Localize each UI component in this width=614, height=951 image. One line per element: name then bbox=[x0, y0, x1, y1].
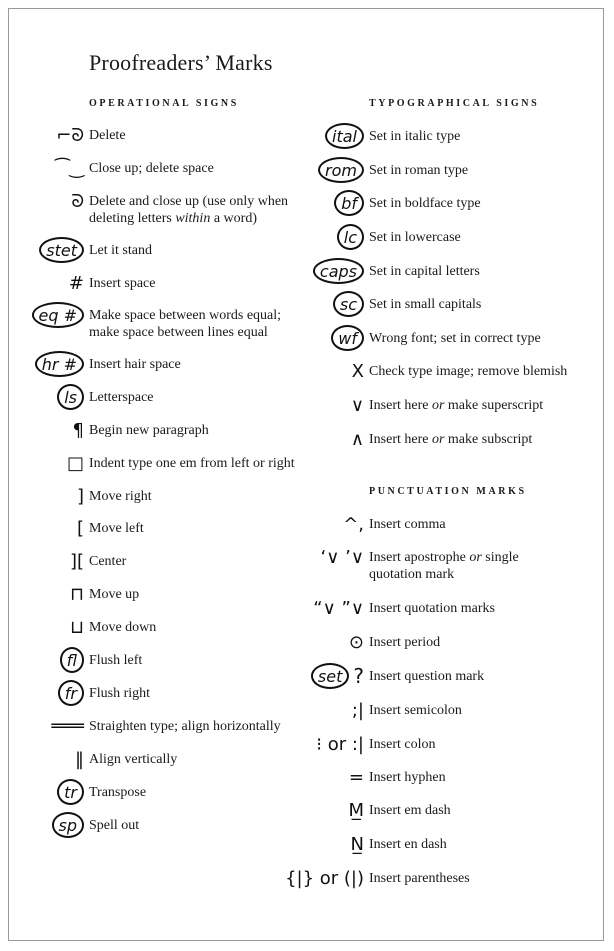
mark-description bbox=[369, 668, 484, 685]
colon-mark-icon bbox=[316, 729, 364, 759]
mark-symbol-text: ⌐ᘐ bbox=[56, 124, 84, 146]
description-part: or bbox=[431, 432, 445, 447]
description-part: quotation mark bbox=[369, 567, 455, 582]
description-part: Move down bbox=[89, 620, 157, 635]
mark-description bbox=[89, 586, 139, 603]
description-part: Flush right bbox=[89, 686, 151, 701]
mark-description bbox=[369, 330, 541, 347]
comma-mark-icon bbox=[343, 509, 364, 539]
mark-symbol-text: tr bbox=[57, 779, 84, 805]
letterspace-mark-icon bbox=[57, 382, 84, 412]
small-caps-mark-icon bbox=[333, 289, 364, 319]
mark-description bbox=[89, 784, 146, 801]
description-part: Set in small capitals bbox=[369, 297, 482, 312]
mark-description bbox=[369, 431, 532, 448]
heading-operational-signs: OPERATIONAL SIGNS bbox=[89, 98, 239, 109]
mark-description bbox=[369, 836, 447, 853]
heading-typographical-signs: TYPOGRAPHICAL SIGNS bbox=[369, 98, 540, 109]
description-part: Spell out bbox=[89, 818, 140, 833]
mark-symbol-text: ⊓ bbox=[69, 583, 84, 605]
description-part: Set in lowercase bbox=[369, 230, 461, 245]
equal-space-mark-icon bbox=[32, 300, 85, 330]
description-part: or bbox=[469, 550, 482, 565]
mark-symbol-suffix: ? bbox=[353, 664, 364, 688]
mark-description bbox=[89, 488, 152, 505]
hair-space-mark-icon bbox=[35, 349, 84, 379]
mark-description bbox=[89, 652, 142, 669]
description-part: Insert here bbox=[369, 398, 432, 413]
flush-left-mark-icon bbox=[60, 645, 84, 675]
mark-description bbox=[369, 195, 481, 212]
description-part: Insert colon bbox=[369, 737, 436, 752]
quotation-mark-icon bbox=[313, 593, 364, 623]
mark-description bbox=[369, 128, 460, 145]
mark-symbol-text: = bbox=[348, 766, 364, 788]
mark-symbol-text: sp bbox=[52, 812, 85, 838]
description-part: Flush left bbox=[89, 653, 143, 668]
italic-mark-icon bbox=[325, 121, 364, 151]
description-part: a word) bbox=[210, 211, 257, 226]
mark-description bbox=[89, 127, 126, 144]
description-part: Center bbox=[89, 554, 127, 569]
mark-symbol-text: {|} or (|) bbox=[285, 867, 364, 889]
flush-right-mark-icon bbox=[58, 678, 84, 708]
mark-symbol-text: M̲ bbox=[348, 799, 364, 821]
mark-description bbox=[369, 736, 435, 753]
mark-symbol-text: rom bbox=[318, 157, 364, 183]
close-up-mark-icon bbox=[55, 153, 84, 183]
description-part: Wrong font; set in correct type bbox=[369, 331, 541, 346]
description-part: Set in italic type bbox=[369, 129, 461, 144]
mark-description bbox=[369, 296, 481, 313]
transpose-mark-icon bbox=[57, 777, 84, 807]
mark-symbol-text: ⊔ bbox=[69, 616, 84, 638]
mark-symbol-text: □ bbox=[66, 452, 84, 474]
mark-description bbox=[89, 718, 281, 735]
roman-mark-icon bbox=[318, 155, 364, 185]
description-part: Insert here bbox=[369, 432, 432, 447]
mark-symbol-text: # bbox=[68, 272, 84, 294]
mark-symbol-text: N̲ bbox=[350, 833, 364, 855]
mark-description bbox=[89, 356, 181, 373]
insert-space-mark-icon bbox=[69, 268, 84, 298]
mark-symbol-text: ∧ bbox=[350, 428, 364, 450]
mark-description bbox=[89, 275, 155, 292]
em-dash-mark-icon bbox=[348, 795, 364, 825]
description-part: Make space between words equal; bbox=[89, 308, 282, 323]
period-mark-icon bbox=[349, 627, 364, 657]
mark-description bbox=[89, 422, 209, 439]
mark-description bbox=[89, 307, 281, 341]
mark-symbol-text: set bbox=[311, 663, 349, 689]
caps-mark-icon bbox=[313, 256, 364, 286]
page-title: Proofreaders’ Marks bbox=[89, 50, 273, 75]
mark-description bbox=[89, 619, 156, 636]
description-part: Letterspace bbox=[89, 390, 154, 405]
description-part: Transpose bbox=[89, 785, 147, 800]
mark-description bbox=[369, 702, 462, 719]
mark-symbol-text: ¶ bbox=[72, 419, 84, 441]
apostrophe-mark-icon bbox=[320, 542, 364, 572]
description-part: single bbox=[481, 550, 519, 565]
en-dash-mark-icon bbox=[351, 829, 364, 859]
mark-description bbox=[89, 193, 288, 227]
description-part: Insert comma bbox=[369, 517, 446, 532]
description-part: Begin new paragraph bbox=[89, 423, 209, 438]
subscript-mark-icon bbox=[351, 424, 364, 454]
description-part: make superscript bbox=[444, 398, 544, 413]
mark-description bbox=[89, 160, 214, 177]
question-mark-icon bbox=[311, 661, 364, 691]
mark-description bbox=[89, 455, 295, 472]
description-part: Insert hyphen bbox=[369, 770, 446, 785]
move-down-mark-icon bbox=[70, 612, 84, 642]
description-part: Delete and close up (use only when bbox=[89, 194, 289, 209]
mark-description bbox=[89, 817, 139, 834]
mark-description bbox=[369, 600, 495, 617]
mark-symbol-text: ⁀‿ bbox=[55, 157, 84, 179]
description-part: or bbox=[431, 398, 445, 413]
description-part: Move left bbox=[89, 521, 144, 536]
mark-symbol-text: [ bbox=[76, 517, 84, 539]
description-part: Insert apostrophe bbox=[369, 550, 470, 565]
mark-symbol-text: ═══ bbox=[51, 715, 84, 737]
mark-symbol-text: caps bbox=[313, 258, 364, 284]
blemish-mark-icon bbox=[352, 356, 364, 386]
align-vertical-mark-icon bbox=[75, 744, 84, 774]
mark-symbol-text: ^, bbox=[343, 513, 364, 535]
wrong-font-mark-icon bbox=[331, 323, 364, 353]
description-part: Set in boldface type bbox=[369, 196, 481, 211]
description-part: Set in capital letters bbox=[369, 264, 480, 279]
indent-mark-icon bbox=[67, 448, 84, 478]
mark-symbol-text: ∨ bbox=[350, 394, 364, 416]
description-part: Insert question mark bbox=[369, 669, 485, 684]
description-part: Let it stand bbox=[89, 243, 152, 258]
page-border bbox=[8, 8, 604, 941]
semicolon-mark-icon bbox=[352, 695, 364, 725]
delete-mark-icon bbox=[56, 120, 84, 150]
mark-symbol-text: eq # bbox=[32, 302, 85, 328]
lowercase-mark-icon bbox=[337, 222, 364, 252]
mark-symbol-text: fl bbox=[60, 647, 84, 673]
mark-description bbox=[89, 751, 177, 768]
mark-description bbox=[89, 685, 150, 702]
description-part: Check type image; remove blemish bbox=[369, 364, 568, 379]
mark-symbol-text: ⁝ or :| bbox=[316, 733, 364, 755]
mark-symbol-text: ‘∨ ’∨ bbox=[320, 546, 364, 568]
mark-description bbox=[89, 553, 126, 570]
mark-description bbox=[369, 229, 461, 246]
mark-symbol-text: bf bbox=[334, 190, 364, 216]
mark-symbol-text: lc bbox=[337, 224, 364, 250]
stet-mark-icon bbox=[39, 235, 84, 265]
mark-symbol-text: wf bbox=[331, 325, 364, 351]
mark-symbol-text: ᘐ bbox=[71, 190, 84, 212]
description-part: Straighten type; align horizontally bbox=[89, 719, 281, 734]
mark-symbol-text: ;| bbox=[351, 699, 364, 721]
mark-symbol-text: ital bbox=[325, 123, 364, 149]
mark-description bbox=[89, 520, 144, 537]
move-right-mark-icon bbox=[77, 481, 84, 511]
hyphen-mark-icon bbox=[349, 762, 364, 792]
mark-symbol-text: “∨ ”∨ bbox=[313, 597, 364, 619]
description-part: Delete bbox=[89, 128, 126, 143]
mark-symbol-text: ls bbox=[57, 384, 84, 410]
mark-symbol-text: ⊙ bbox=[348, 631, 364, 653]
mark-description bbox=[369, 397, 543, 414]
description-part: Insert period bbox=[369, 635, 441, 650]
boldface-mark-icon bbox=[334, 188, 364, 218]
paragraph-mark-icon bbox=[73, 415, 84, 445]
description-part: Insert quotation marks bbox=[369, 601, 495, 616]
mark-description bbox=[89, 242, 152, 259]
mark-description bbox=[369, 549, 519, 583]
description-part: Insert parentheses bbox=[369, 871, 470, 886]
description-part: within bbox=[175, 211, 211, 226]
mark-description bbox=[369, 363, 567, 380]
description-part: Move up bbox=[89, 587, 140, 602]
mark-symbol-text: ][ bbox=[69, 550, 84, 572]
mark-description bbox=[369, 802, 451, 819]
move-left-mark-icon bbox=[77, 513, 84, 543]
mark-description bbox=[369, 870, 470, 887]
parentheses-mark-icon bbox=[285, 863, 364, 893]
mark-description bbox=[369, 162, 468, 179]
description-part: Set in roman type bbox=[369, 163, 469, 178]
mark-symbol-text: hr # bbox=[35, 351, 84, 377]
mark-symbol-text: stet bbox=[39, 237, 84, 263]
mark-symbol-text: fr bbox=[58, 680, 84, 706]
mark-description bbox=[369, 263, 480, 280]
mark-description bbox=[369, 634, 440, 651]
superscript-mark-icon bbox=[351, 390, 364, 420]
mark-symbol-text: ‖ bbox=[75, 748, 84, 770]
description-part: Insert space bbox=[89, 276, 156, 291]
description-part: Insert semicolon bbox=[369, 703, 462, 718]
mark-symbol-text: sc bbox=[333, 291, 364, 317]
description-part: Insert en dash bbox=[369, 837, 447, 852]
description-part: Align vertically bbox=[89, 752, 178, 767]
mark-description bbox=[369, 516, 446, 533]
description-part: make subscript bbox=[444, 432, 533, 447]
center-mark-icon bbox=[70, 546, 84, 576]
description-part: Indent type one em from left or right bbox=[89, 456, 295, 471]
description-part: Move right bbox=[89, 489, 152, 504]
spell-out-mark-icon bbox=[52, 810, 85, 840]
straighten-mark-icon bbox=[51, 711, 84, 741]
description-part: Insert hair space bbox=[89, 357, 181, 372]
move-up-mark-icon bbox=[70, 579, 84, 609]
mark-description bbox=[89, 389, 154, 406]
mark-symbol-text: X bbox=[351, 360, 364, 382]
description-part: make space between lines equal bbox=[89, 325, 268, 340]
delete-close-up-mark-icon bbox=[71, 186, 84, 216]
description-part: Insert em dash bbox=[369, 803, 451, 818]
heading-punctuation-marks: PUNCTUATION MARKS bbox=[369, 486, 527, 497]
mark-description bbox=[369, 769, 446, 786]
description-part: deleting letters bbox=[89, 211, 176, 226]
description-part: Close up; delete space bbox=[89, 161, 214, 176]
mark-symbol-text: ] bbox=[76, 485, 84, 507]
